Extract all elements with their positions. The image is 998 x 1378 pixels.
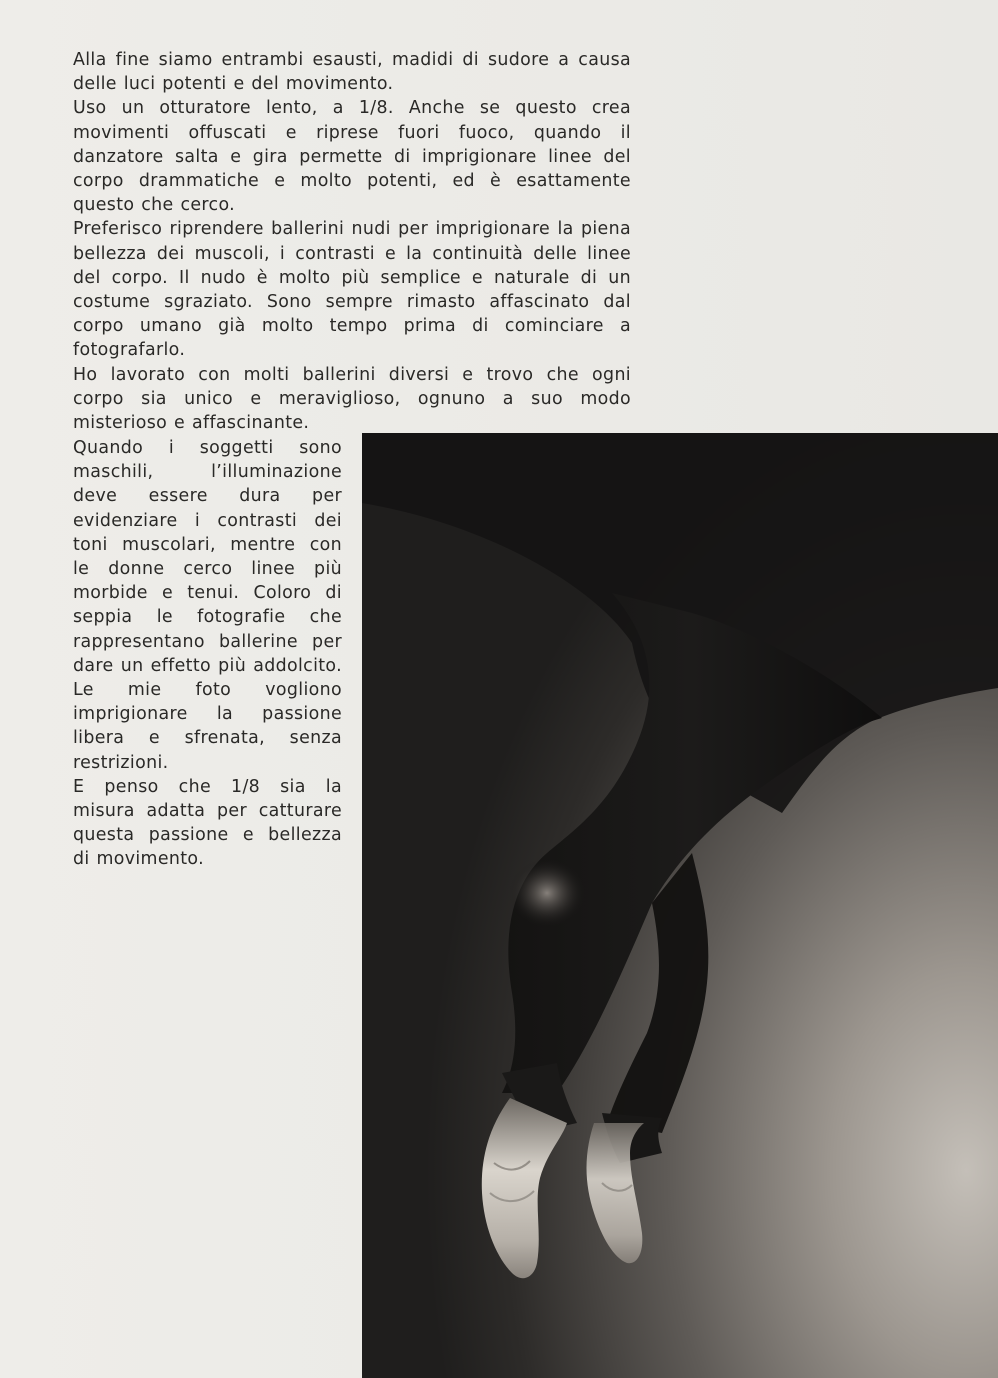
paragraph-3: Preferisco riprendere ballerini nudi per imprigionare la piena bellezza dei muscoli, i contrasti e la continuità delle linee del corpo. Il nudo è molto più semplice e naturale di un costume sgraziato. Sono sempre rimasto affascinato dal corpo umano già molto tempo prima di cominciare a fotografarlo. <box>73 219 631 361</box>
paragraph-2: Uso un otturatore lento, a 1/8. Anche se questo crea movimenti offuscati e riprese fuori fuoco, quando il danzatore salta e gira permette di imprigionare linee del corpo drammatiche e molto potenti, ed è esattamente questo che cerco. <box>73 98 631 216</box>
article-text-top <box>73 48 631 435</box>
paragraph-4: Ho lavorato con molti ballerini diversi e trovo che ogni corpo sia unico e meraviglioso, ognuno a suo modo misterioso e affascinante. <box>73 364 631 434</box>
dancer-leg-illustration <box>362 433 998 1378</box>
paragraph-1: Alla fine siamo entrambi esausti, madidi di sudore a causa delle luci potenti e del movimento. <box>73 50 631 95</box>
article-text-column <box>73 436 342 872</box>
paragraph-5: Quando i soggetti sono maschili, l’illuminazione deve essere dura per evidenziare i contrasti dei toni muscolari, mentre con le donne cerco linee più morbide e tenui. Coloro di seppia le fotografie che rappresentano ballerine per dare un effetto più addolcito. Le mie foto vogliono imprigionare la passione libera e sfrenata, senza restrizioni. <box>73 438 342 773</box>
dancer-photograph <box>362 433 998 1378</box>
paragraph-6: E penso che 1/8 sia la misura adatta per catturare questa passione e bellezza di movimento. <box>73 776 342 870</box>
